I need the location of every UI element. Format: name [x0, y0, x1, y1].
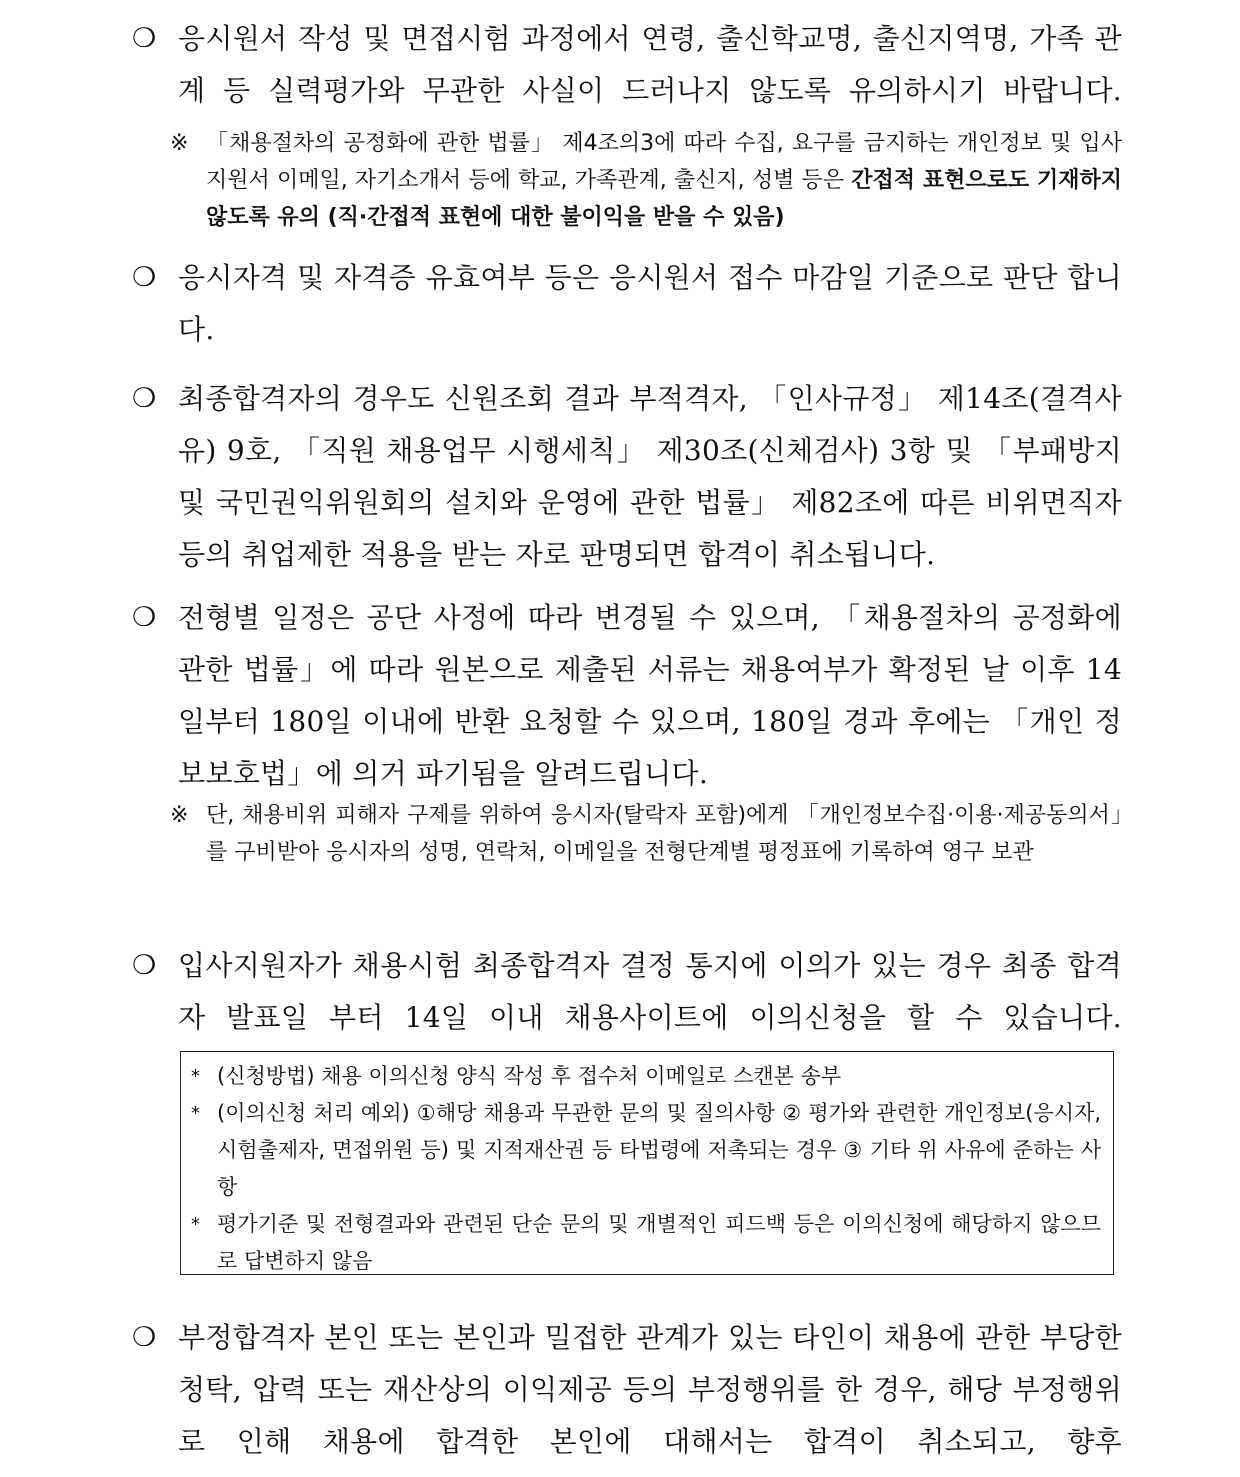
- box-item-text: (신청방법) 채용 이의신청 양식 작성 후 접수처 이메일로 스캔본 송부: [217, 1064, 842, 1088]
- box-list-item: [191, 1095, 1101, 1206]
- box-list-item: [191, 1058, 1101, 1095]
- note-fair-hiring-law: [170, 125, 1122, 236]
- circle-bullet-icon: ❍: [132, 1322, 157, 1353]
- notice-text: 전형별 일정은 공단 사정에 따라 변경될 수 있으며, 「채용절차의 공정화에 관한 법률」에 따라 원본으로 제출된 서류는 채용여부가 확정된 날 이후 14일부터 180일 이내에 반환 요청할 수 있으며, 180일 경과 후에는 「개인 정보보호법」에 의거 파기됨을 알려드립니다.: [178, 601, 1122, 790]
- notice-text: 응시자격 및 자격증 유효여부 등은 응시원서 접수 마감일 기준으로 판단 합니다.: [178, 261, 1122, 346]
- notice-text: 부정합격자 본인 또는 본인과 밀접한 관계가 있는 타인이 채용에 관한 부당한 청탁, 압력 또는 재산상의 이익제공 등의 부정행위를 한 경우, 해당 부정행위로 인해 채용에 합격한 본인에 대해서는 합격이 취소되고, 향후: [178, 1321, 1122, 1458]
- notice-item-objection: [132, 940, 1122, 1044]
- notice-item-age-school: [132, 13, 1122, 117]
- notice-item-fraud: [132, 1312, 1122, 1468]
- asterisk-bullet-icon: *: [191, 1103, 200, 1124]
- asterisk-bullet-icon: *: [191, 1066, 200, 1087]
- box-item-text: (이의신청 처리 예외) ①해당 채용과 무관한 문의 및 질의사항 ② 평가와 관련한 개인정보(응시자, 시험출제자, 면접위원 등) 및 지적재산권 등 타법령에 저촉되는 경우 ③ 기타 위 사유에 준하는 사항: [217, 1101, 1101, 1199]
- reference-mark-icon: ※: [170, 131, 189, 156]
- notice-item-eligibility: [132, 252, 1122, 356]
- objection-info-box: [180, 1051, 1114, 1275]
- note-bold-text: 간접적 표현으로도 기재하지 않도록 유의 (직·간접적 표현에 대한 불이익을 받을 수 있음): [206, 168, 1123, 230]
- box-list-item: [191, 1206, 1101, 1280]
- box-item-text: 평가기준 및 전형결과와 관련된 단순 문의 및 개별적인 피드백 등은 이의신청에 해당하지 않으므로 답변하지 않음: [217, 1212, 1101, 1273]
- circle-bullet-icon: ❍: [132, 262, 157, 293]
- notice-text: 최종합격자의 경우도 신원조회 결과 부적격자, 「인사규정」 제14조(결격사유) 9호, 「직원 채용업무 시행세칙」 제30조(신체검사) 3항 및 「부패방지 및 국민권익위원회의 설치와 운영에 관한 법률」 제82조에 따른 비위면직자 등의 취업제한 적용을 받는 자로 판명되면 합격이 취소됩니다.: [178, 382, 1122, 571]
- circle-bullet-icon: ❍: [132, 950, 157, 981]
- reference-mark-icon: ※: [170, 803, 189, 828]
- notice-item-schedule-documents: [132, 592, 1122, 800]
- circle-bullet-icon: ❍: [132, 23, 157, 54]
- asterisk-bullet-icon: *: [191, 1214, 200, 1235]
- note-victim-relief: [170, 797, 1122, 871]
- notice-text: 입사지원자가 채용시험 최종합격자 결정 통지에 이의가 있는 경우 최종 합격자 발표일 부터 14일 이내 채용사이트에 이의신청을 할 수 있습니다.: [178, 949, 1122, 1034]
- circle-bullet-icon: ❍: [132, 602, 157, 633]
- notice-text: 응시원서 작성 및 면접시험 과정에서 연령, 출신학교명, 출신지역명, 가족 관계 등 실력평가와 무관한 사실이 드러나지 않도록 유의하시기 바랍니다.: [178, 22, 1122, 107]
- note-text: 단, 채용비위 피해자 구제를 위하여 응시자(탈락자 포함)에게 「개인정보수집·이용·제공동의서」를 구비받아 응시자의 성명, 연락처, 이메일을 전형단계별 평정표에 기록하여 영구 보관: [206, 803, 1122, 865]
- notice-item-background-check: [132, 373, 1122, 581]
- note-text: 「채용절차의 공정화에 관한 법률」 제4조의3에 따라 수집, 요구를 금지하는 개인정보 및 입사지원서 이메일, 자기소개서 등에 학교, 가족관계, 출신지, 성별 등은: [206, 131, 1122, 193]
- circle-bullet-icon: ❍: [132, 383, 157, 414]
